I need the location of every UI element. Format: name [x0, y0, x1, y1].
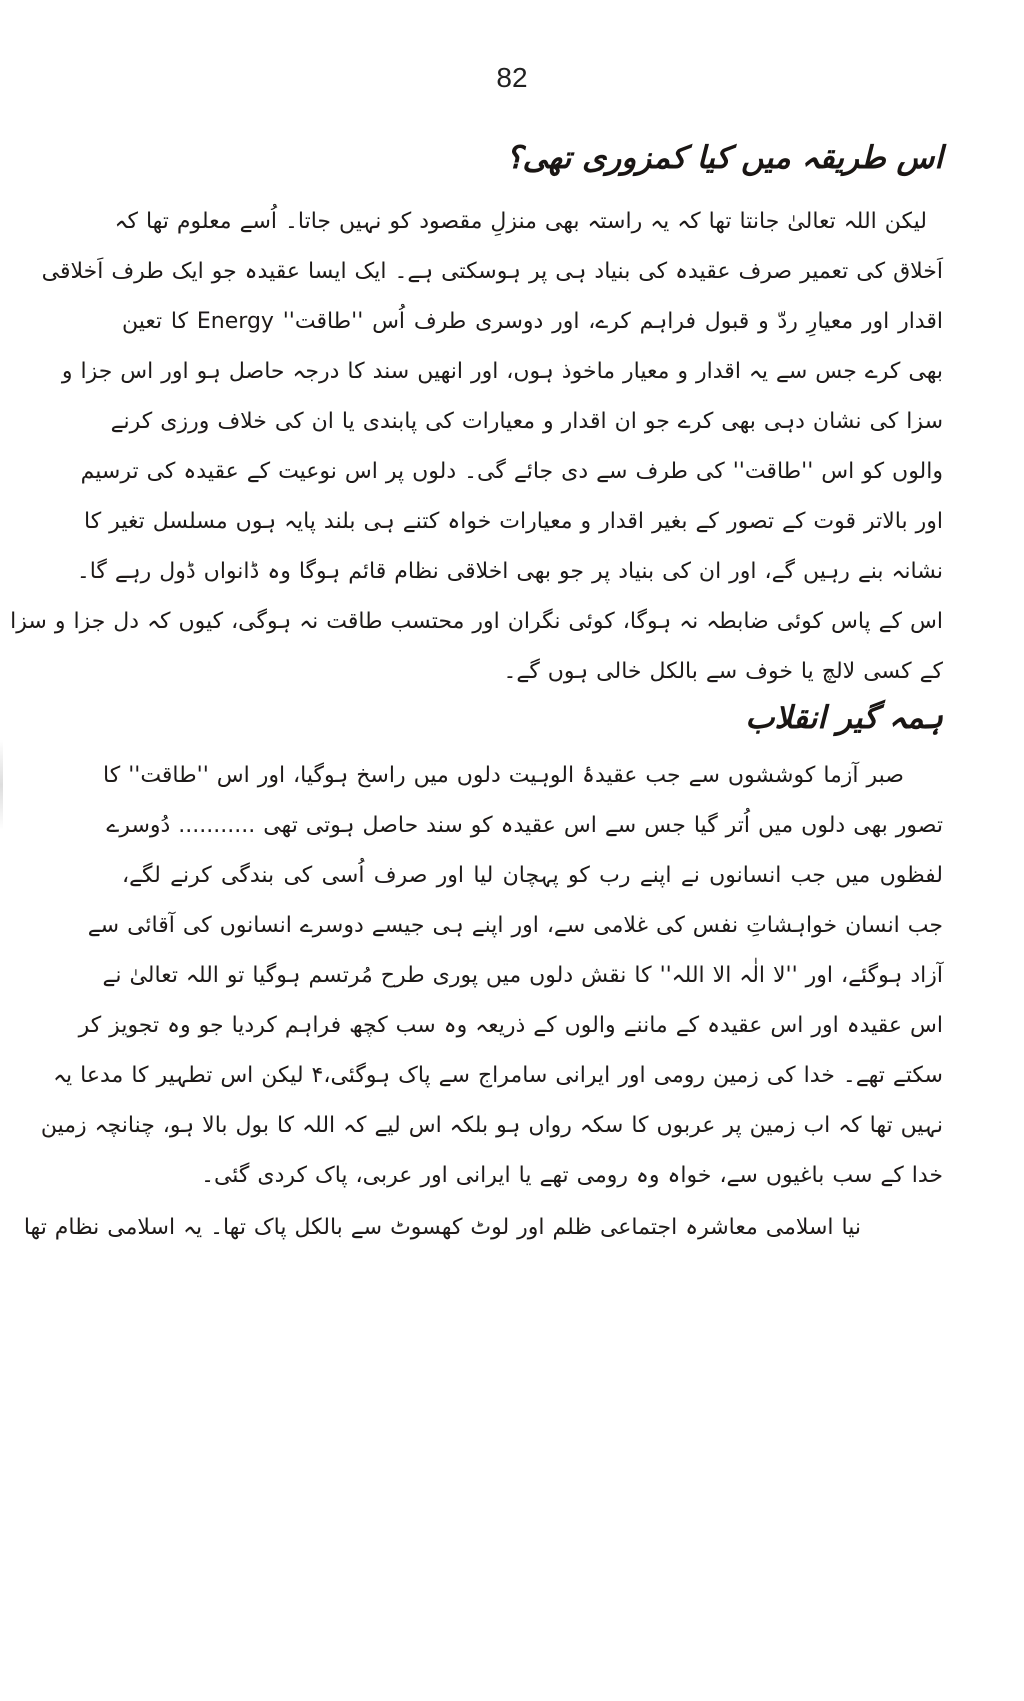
paragraph-line: نشانہ بنے رہیں گے، اور ان کی بنیاد پر جو بھی اخلاقی نظام قائم ہوگا وہ ڈانواں ڈول رہے گا۔ [76, 559, 943, 584]
paragraph-line: اس کے پاس کوئی ضابطہ نہ ہوگا، کوئی نگران اور محتسب طاقت نہ ہوگی، کیوں کہ دل جزا و سزا [10, 609, 943, 634]
section-heading-revolution: ہمہ گیر انقلاب [745, 700, 943, 736]
paragraph-line: تصور بھی دلوں میں اُتر گیا جس سے اس عقیدہ کو سند حاصل ہوتی تھی ........... دُوسرے [106, 813, 943, 838]
paragraph-line: صبر آزما کوششوں سے جب عقیدۂ الوہیت دلوں میں راسخ ہوگیا، اور اس ''طاقت'' کا [103, 763, 904, 788]
paragraph-line: نیا اسلامی معاشرہ اجتماعی ظلم اور لوٹ کھسوٹ سے بالکل پاک تھا۔ یہ اسلامی نظام تھا [23, 1215, 861, 1240]
paragraph-line: اَخلاق کی تعمیر صرف عقیدہ کی بنیاد ہی پر ہوسکتی ہے۔ ایک ایسا عقیدہ جو ایک طرف اَخلاقی [41, 259, 943, 284]
paragraph-line: اور بالاتر قوت کے تصور کے بغیر اقدار و معیارات خواہ کتنے ہی بلند پایہ ہوں مسلسل تغیر کا [84, 509, 943, 534]
paragraph-line: والوں کو اس ''طاقت'' کی طرف سے دی جائے گی۔ دلوں پر اس نوعیت کے عقیدہ کی ترسیم [80, 459, 943, 484]
paragraph-line: سکتے تھے۔ خدا کی زمین رومی اور ایرانی سامراج سے پاک ہوگئی،۴ لیکن اس تطہیر کا مدعا یہ [53, 1063, 943, 1088]
page-number: 82 [496, 62, 528, 93]
paragraph-line: نہیں تھا کہ اب زمین پر عربوں کا سکہ رواں ہو بلکہ اس لیے کہ اللہ کا بول بالا ہو، چنانچہ زمین [40, 1113, 943, 1138]
paragraph-line: بھی کرے جس سے یہ اقدار و معیار ماخوذ ہوں، اور انھیں سند کا درجہ حاصل ہو اور اس جزا و [61, 359, 943, 384]
paragraph-line: لفظوں میں جب انسانوں نے اپنے رب کو پہچان لیا اور صرف اُسی کی بندگی کرنے لگے، [122, 863, 943, 888]
section-heading-weakness: اس طریقہ میں کیا کمزوری تھی؟ [506, 140, 943, 176]
paragraph-line: آزاد ہوگئے، اور ''لا الٰہ الا اللہ'' کا نقش دلوں میں پوری طرح مُرتسم ہوگیا تو اللہ تعالیٰ نے [102, 963, 943, 988]
paragraph-line: کے کسی لالچ یا خوف سے بالکل خالی ہوں گے۔ [503, 659, 943, 684]
paragraph-line: اقدار اور معیارِ ردّ و قبول فراہم کرے، اور دوسری طرف اُس ''طاقت'' Energy کا تعین [122, 309, 943, 334]
paragraph-line: سزا کی نشان دہی بھی کرے جو ان اقدار و معیارات کی پابندی یا ان کی خلاف ورزی کرنے [110, 409, 943, 434]
paragraph-line: جب انسان خواہشاتِ نفس کی غلامی سے، اور اپنے ہی جیسے دوسرے انسانوں کی آقائی سے [87, 913, 943, 938]
paragraph-line: خدا کے سب باغیوں سے، خواہ وہ رومی تھے یا ایرانی اور عربی، پاک کردی گئی۔ [201, 1163, 943, 1188]
paragraph-line: لیکن اللہ تعالیٰ جانتا تھا کہ یہ راستہ بھی منزلِ مقصود کو نہیں جاتا۔ اُسے معلوم تھا کہ [114, 209, 927, 234]
paragraph-line: اس عقیدہ اور اس عقیدہ کے ماننے والوں کے ذریعہ وہ سب کچھ فراہم کردیا جو وہ تجویز کر [78, 1013, 943, 1038]
scan-edge-shadow [0, 740, 3, 830]
